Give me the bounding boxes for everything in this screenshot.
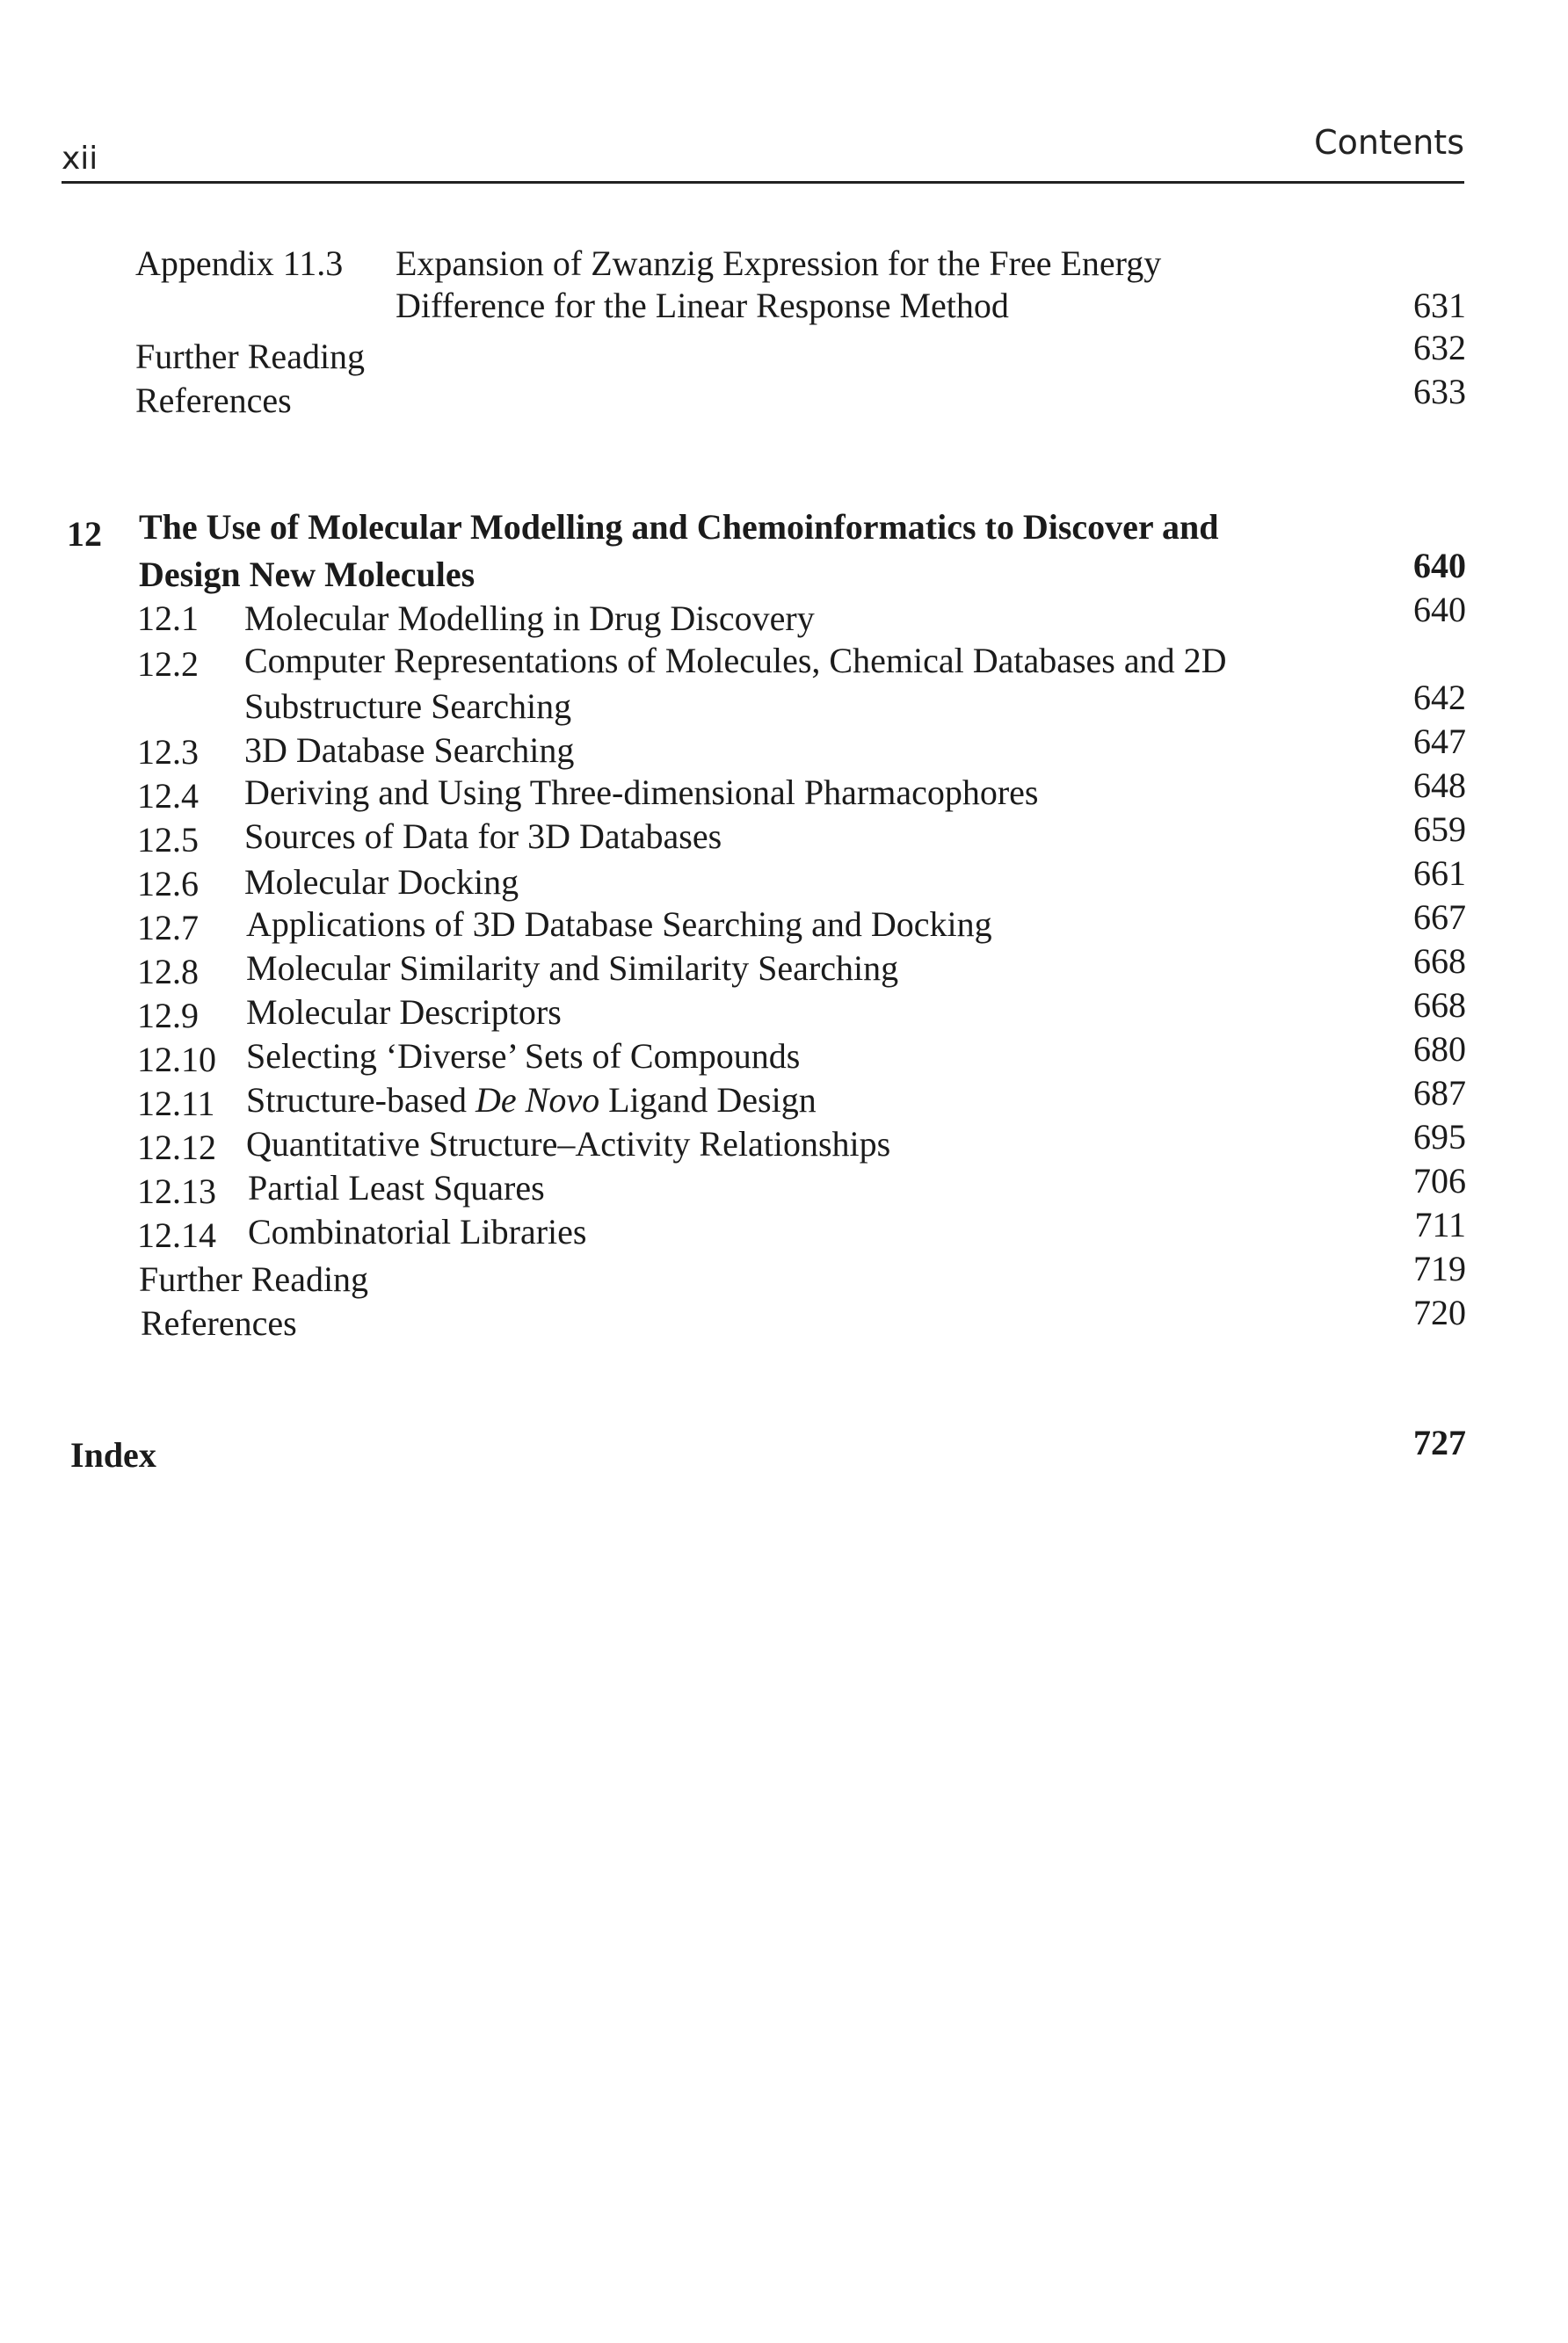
section-number: 12.1 [137, 598, 199, 638]
ch12-further-reading-page: 719 [1413, 1249, 1466, 1288]
section-page: 668 [1413, 985, 1466, 1025]
chapter-page: 640 [1413, 546, 1466, 585]
section-number: 12.8 [137, 952, 199, 991]
section-number: 12.11 [137, 1084, 215, 1123]
ch12-references-label: References [141, 1303, 297, 1343]
ch11-further-reading-label: Further Reading [135, 337, 366, 376]
section-number: 12.2 [137, 644, 199, 684]
index-page: 727 [1413, 1423, 1466, 1462]
section-title: Quantitative Structure–Activity Relationships [246, 1124, 891, 1164]
page-number: xii [62, 141, 98, 177]
section-title: Applications of 3D Database Searching and Docking [246, 904, 992, 944]
section-title: Molecular Descriptors [246, 992, 562, 1032]
appendix-label: Appendix 11.3 [135, 243, 344, 283]
section-page: 659 [1413, 809, 1466, 849]
section-title-italic: De Novo [475, 1080, 600, 1120]
header-rule [62, 181, 1464, 184]
section-title: Molecular Similarity and Similarity Searching [246, 948, 899, 988]
section-title: 3D Database Searching [244, 730, 575, 770]
section-page: 668 [1413, 941, 1466, 981]
section-number: 12.9 [137, 996, 199, 1035]
section-title-text: Ligand Design [599, 1080, 817, 1120]
section-number: 12.10 [137, 1040, 216, 1079]
section-page: 711 [1414, 1205, 1466, 1244]
section-page: 642 [1413, 678, 1466, 717]
ch11-references-label: References [135, 381, 292, 420]
section-title: Deriving and Using Three-dimensional Pharmacophores [244, 773, 1039, 812]
section-title: Molecular Modelling in Drug Discovery [244, 598, 815, 638]
section-number: 12.4 [137, 776, 199, 816]
section-number: 12.5 [137, 820, 199, 860]
chapter-number: 12 [67, 514, 102, 554]
ch11-references-page: 633 [1413, 372, 1466, 411]
ch12-further-reading-label: Further Reading [139, 1259, 369, 1299]
running-title: Contents [1314, 123, 1464, 162]
section-page: 680 [1413, 1029, 1466, 1069]
section-title-line1: Computer Representations of Molecules, Chemical Databases and 2D [244, 641, 1227, 680]
appendix-page: 631 [1413, 286, 1466, 325]
section-page: 695 [1413, 1117, 1466, 1157]
section-number: 12.6 [137, 864, 199, 903]
section-title: Sources of Data for 3D Databases [244, 816, 722, 856]
ch12-references-page: 720 [1413, 1293, 1466, 1332]
section-title: Selecting ‘Diverse’ Sets of Compounds [246, 1036, 801, 1076]
section-page: 640 [1413, 590, 1466, 629]
section-page: 687 [1413, 1073, 1466, 1113]
appendix-title-line1: Expansion of Zwanzig Expression for the Free Energy [396, 243, 1162, 283]
appendix-title-line2: Difference for the Linear Response Method [396, 286, 1009, 325]
chapter-title-line2: Design New Molecules [139, 555, 475, 594]
section-title: Partial Least Squares [248, 1168, 545, 1208]
section-page: 661 [1413, 853, 1466, 893]
section-page: 667 [1413, 897, 1466, 937]
section-title: Molecular Docking [244, 862, 519, 902]
section-title [246, 1079, 817, 1121]
section-page: 647 [1413, 722, 1466, 761]
section-title-text: Structure-based [246, 1080, 476, 1120]
section-number: 12.13 [137, 1172, 216, 1211]
section-page: 706 [1413, 1161, 1466, 1201]
chapter-title-line1: The Use of Molecular Modelling and Chemoinformatics to Discover and [139, 507, 1219, 547]
section-number: 12.7 [137, 908, 199, 947]
section-number: 12.12 [137, 1128, 216, 1167]
ch11-further-reading-page: 632 [1413, 328, 1466, 367]
section-number: 12.14 [137, 1215, 216, 1255]
section-title: Combinatorial Libraries [248, 1212, 587, 1251]
index-label: Index [70, 1435, 156, 1475]
section-title-line2: Substructure Searching [244, 686, 572, 726]
section-page: 648 [1413, 765, 1466, 805]
section-number: 12.3 [137, 732, 199, 772]
